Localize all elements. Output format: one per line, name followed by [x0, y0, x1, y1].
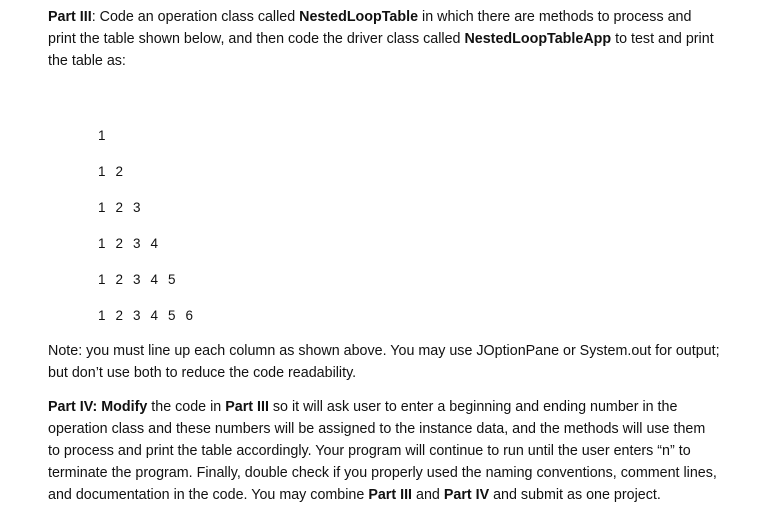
part3-paragraph [48, 6, 720, 72]
part3-text-2: in which there are methods to process and print the table shown below, and then code the driver class called [48, 9, 692, 47]
table-cell: 4 [150, 272, 159, 287]
table-row-6 [98, 298, 720, 334]
table-cell: 2 [115, 236, 124, 251]
part4-ref-part4: Part IV [443, 487, 490, 503]
table-cell: 5 [168, 272, 176, 287]
table-cell: 3 [133, 236, 141, 251]
note-paragraph: Note: you must line up each column as shown above. You may use JOptionPane or System.out for output; but don’t use both to reduce the code readability. [48, 343, 720, 381]
table-cell: 1 [98, 236, 106, 251]
table-cell: 1 [98, 164, 106, 179]
part3-text-3: to test and print the table as: [48, 31, 714, 69]
table-cell: 2 [115, 272, 124, 287]
table-cell: 3 [133, 308, 141, 323]
table-row-5 [98, 262, 720, 298]
part4-modify: Modify [101, 399, 148, 415]
document-page [48, 6, 720, 506]
table-row-3 [98, 190, 720, 226]
table-cell: 1 [98, 128, 106, 143]
table-cell: 4 [150, 236, 159, 251]
table-row-2 [98, 154, 720, 190]
part4-ref-part3: Part III [225, 399, 269, 415]
table-row-4 [98, 226, 720, 262]
part3-label: Part III [48, 9, 92, 25]
table-cell: 6 [185, 308, 194, 323]
part3-text-1: Code an operation class called [95, 9, 300, 25]
table-cell: 1 [98, 272, 106, 287]
part4-text-2: so it will ask user to enter a beginning and ending number in the operation class and these numbers will be assigned to the instance data, and the methods will use them to process and print the table accordingly. Your program will continue to run until the user enters “n” to terminate the program. Finally, double check if you properly used the naming conventions, comment lines, and documentation in the code. You may combine [48, 399, 717, 503]
table-cell: 5 [168, 308, 176, 323]
part4-ref-part3-second: Part III [368, 487, 413, 503]
table-cell: 2 [115, 200, 124, 215]
table-cell: 2 [115, 308, 124, 323]
table-cell: 3 [133, 200, 141, 215]
table-cell: 1 [98, 200, 106, 215]
table-cell: 3 [133, 272, 141, 287]
part4-text-4: and submit as one project. [489, 487, 661, 503]
table-row-1 [98, 118, 720, 154]
table-cell: 1 [98, 308, 106, 323]
number-table [98, 118, 720, 334]
part4-text-3: and [412, 487, 444, 503]
part4-text-1: the code in [147, 399, 226, 415]
table-cell: 4 [150, 308, 159, 323]
table-cell: 2 [115, 164, 124, 179]
class-name-nestedlooptable: NestedLoopTable [299, 9, 419, 25]
part4-label: Part IV: [48, 399, 98, 415]
driver-class-name: NestedLoopTableApp [464, 31, 612, 47]
part3-colon: : [91, 9, 96, 25]
part4-paragraph [48, 396, 720, 506]
